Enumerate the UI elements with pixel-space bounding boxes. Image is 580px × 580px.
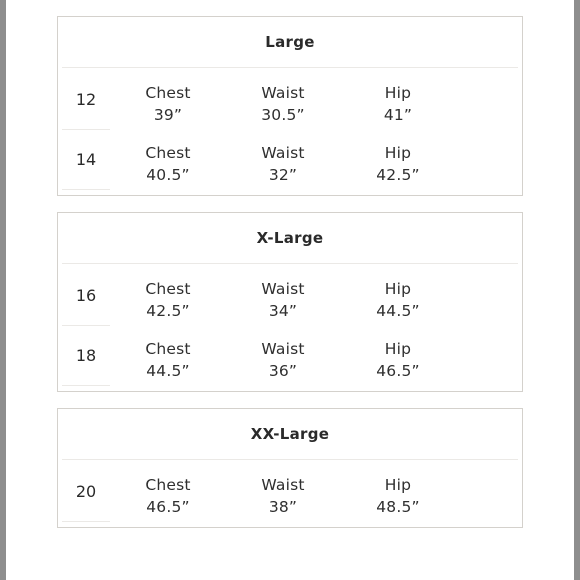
size-row — [58, 70, 522, 130]
chest-label: Chest — [145, 340, 191, 358]
chest-value: 46.5” — [146, 498, 190, 516]
size-underline — [62, 521, 110, 522]
chest-measurement — [113, 338, 223, 382]
chest-label: Chest — [145, 84, 191, 102]
waist-label: Waist — [261, 84, 305, 102]
hip-measurement — [343, 142, 453, 186]
chest-measurement — [113, 142, 223, 186]
waist-measurement — [228, 142, 338, 186]
size-card-xx-large — [57, 408, 523, 528]
size-card-large — [57, 16, 523, 196]
chest-value: 42.5” — [146, 302, 190, 320]
size-row — [58, 266, 522, 326]
right-frame-bar — [574, 0, 580, 580]
chest-label: Chest — [145, 280, 191, 298]
size-number: 16 — [75, 286, 97, 305]
size-underline — [62, 385, 110, 386]
waist-measurement — [228, 474, 338, 518]
waist-value: 34” — [268, 302, 298, 320]
hip-label: Hip — [384, 84, 412, 102]
size-number: 20 — [75, 482, 97, 501]
chest-value: 39” — [153, 106, 183, 124]
waist-value: 36” — [268, 362, 298, 380]
hip-label: Hip — [384, 340, 412, 358]
title-divider — [62, 67, 518, 68]
hip-value: 46.5” — [376, 362, 420, 380]
size-number: 18 — [75, 346, 97, 365]
hip-value: 42.5” — [376, 166, 420, 184]
chest-label: Chest — [145, 476, 191, 494]
chest-label: Chest — [145, 144, 191, 162]
hip-label: Hip — [384, 476, 412, 494]
hip-measurement — [343, 338, 453, 382]
size-underline — [62, 189, 110, 190]
waist-measurement — [228, 82, 338, 126]
size-row — [58, 130, 522, 190]
waist-value: 30.5” — [261, 106, 305, 124]
waist-value: 32” — [268, 166, 298, 184]
hip-measurement — [343, 474, 453, 518]
waist-measurement — [228, 278, 338, 322]
title-divider — [62, 459, 518, 460]
left-frame-bar — [0, 0, 6, 580]
size-card-x-large — [57, 212, 523, 392]
card-title: X-Large — [256, 229, 324, 247]
card-title: Large — [265, 33, 315, 51]
size-number: 14 — [75, 150, 97, 169]
chest-measurement — [113, 278, 223, 322]
chest-measurement — [113, 474, 223, 518]
size-row — [58, 462, 522, 522]
title-divider — [62, 263, 518, 264]
waist-label: Waist — [261, 340, 305, 358]
waist-label: Waist — [261, 144, 305, 162]
hip-label: Hip — [384, 280, 412, 298]
waist-label: Waist — [261, 280, 305, 298]
chest-measurement — [113, 82, 223, 126]
chest-value: 40.5” — [146, 166, 190, 184]
waist-label: Waist — [261, 476, 305, 494]
hip-label: Hip — [384, 144, 412, 162]
hip-measurement — [343, 82, 453, 126]
hip-value: 41” — [383, 106, 413, 124]
size-number: 12 — [75, 90, 97, 109]
waist-measurement — [228, 338, 338, 382]
hip-value: 44.5” — [376, 302, 420, 320]
chest-value: 44.5” — [146, 362, 190, 380]
hip-value: 48.5” — [376, 498, 420, 516]
card-title: XX-Large — [250, 425, 330, 443]
waist-value: 38” — [268, 498, 298, 516]
size-row — [58, 326, 522, 386]
hip-measurement — [343, 278, 453, 322]
